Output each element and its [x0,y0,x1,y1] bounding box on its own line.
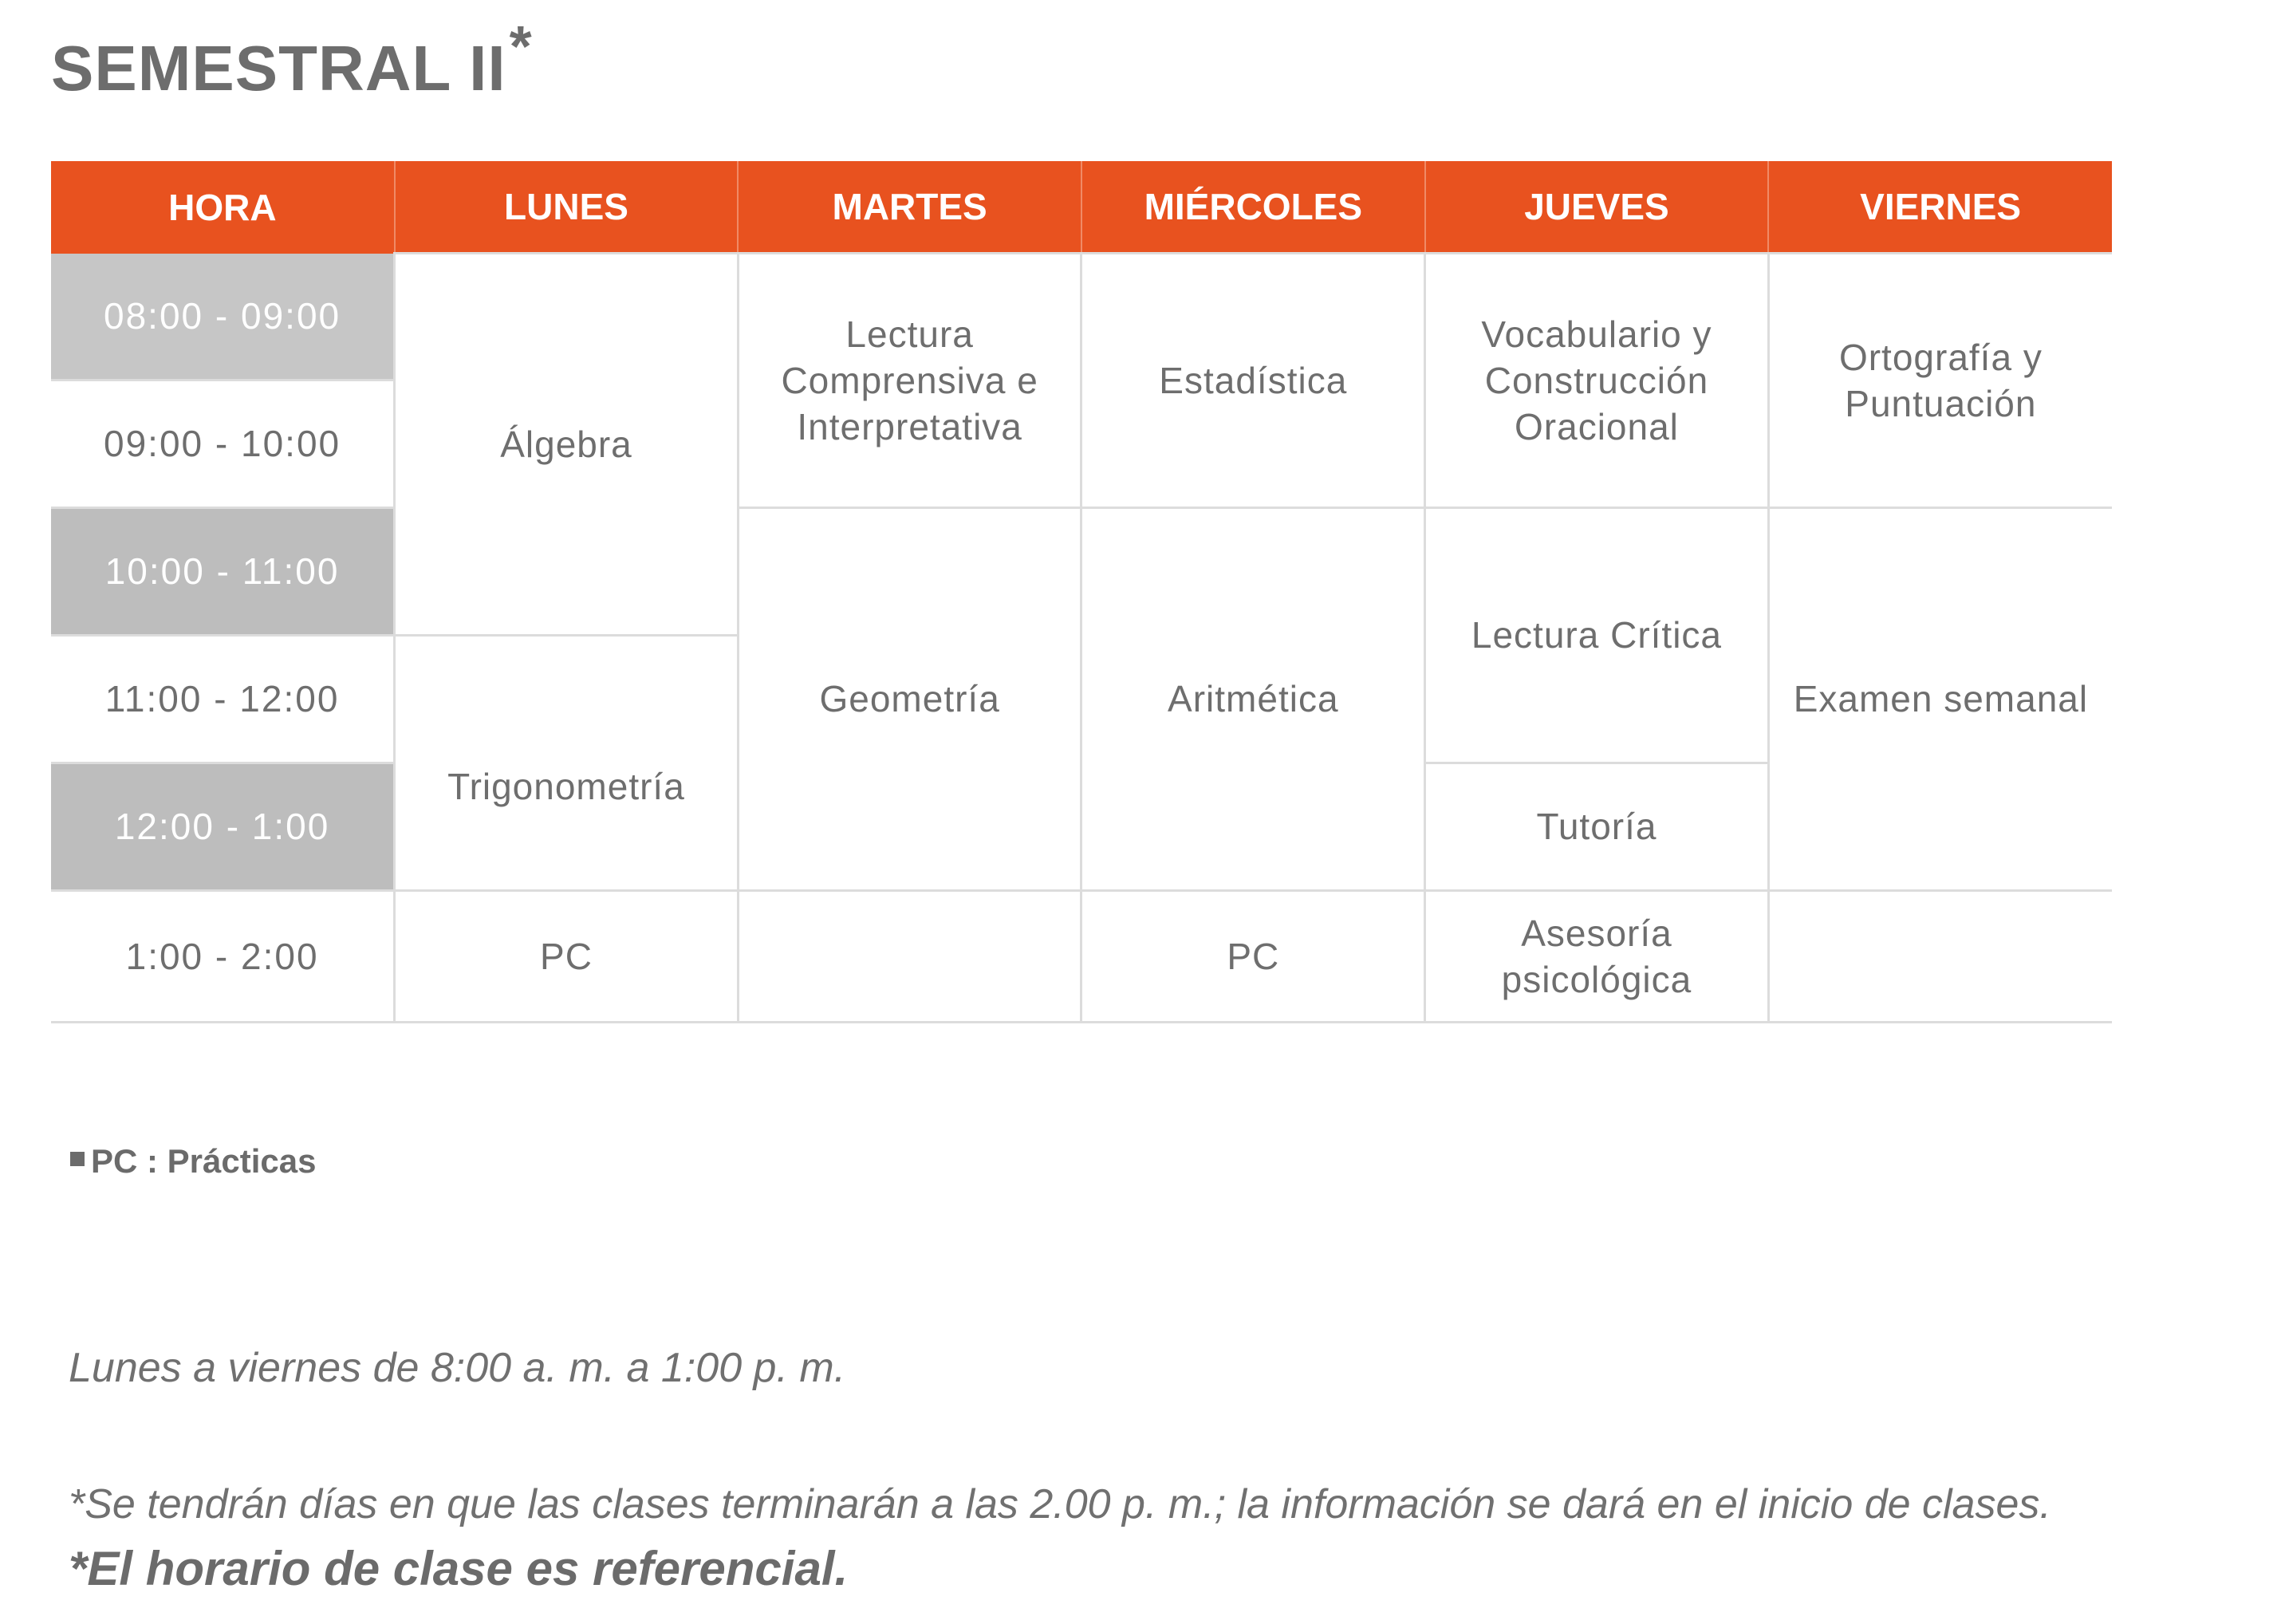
cell-viernes-ortografia: Ortografía y Puntuación [1768,254,2112,508]
cell-jueves-vocabulario: Vocabulario y Construcción Oracional [1425,254,1769,508]
legend [70,1142,316,1181]
square-bullet-icon [70,1152,85,1166]
cell-lunes-trigonometria: Trigonometría [395,635,739,890]
title-asterisk: * [509,15,533,79]
legend-text: PC : Prácticas [91,1142,317,1180]
header-lunes: LUNES [395,161,739,254]
page-title [51,15,533,105]
time-cell: 12:00 - 1:00 [51,763,395,890]
cell-lunes-algebra: Álgebra [395,254,739,636]
header-viernes: VIERNES [1768,161,2112,254]
cell-martes-empty [738,890,1081,1022]
cell-miercoles-aritmetica: Aritmética [1081,507,1425,890]
table-row [51,890,2112,1022]
time-cell: 1:00 - 2:00 [51,890,395,1022]
hours-note: Lunes a viernes de 8:00 a. m. a 1:00 p. m. [69,1345,846,1391]
time-cell: 11:00 - 12:00 [51,635,395,763]
cell-miercoles-estadistica: Estadística [1081,254,1425,508]
cell-lunes-pc: PC [395,890,739,1022]
referential-note: *El horario de clase es referencial. [69,1542,849,1595]
time-cell: 08:00 - 09:00 [51,254,395,380]
time-cell: 09:00 - 10:00 [51,380,395,507]
header-hora: HORA [51,161,395,254]
schedule-table [51,161,2112,1023]
cell-jueves-lectura-critica: Lectura Crítica [1425,507,1769,763]
cell-viernes-empty [1768,890,2112,1022]
header-row [51,161,2112,254]
header-jueves: JUEVES [1425,161,1769,254]
header-miercoles: MIÉRCOLES [1081,161,1425,254]
header-martes: MARTES [738,161,1081,254]
cell-miercoles-pc: PC [1081,890,1425,1022]
cell-jueves-tutoria: Tutoría [1425,763,1769,890]
table-row [51,254,2112,380]
table-row [51,507,2112,635]
time-cell: 10:00 - 11:00 [51,507,395,635]
end-time-note: *Se tendrán días en que las clases terminarán a las 2.00 p. m.; la información se dará en el inicio de clases. [69,1481,2051,1527]
cell-viernes-examen: Examen semanal [1768,507,2112,890]
cell-martes-lectura: Lectura Comprensiva e Interpretativa [738,254,1081,508]
title-text: SEMESTRAL II [51,33,506,104]
cell-jueves-asesoria: Asesoría psicológica [1425,890,1769,1022]
cell-martes-geometria: Geometría [738,507,1081,890]
